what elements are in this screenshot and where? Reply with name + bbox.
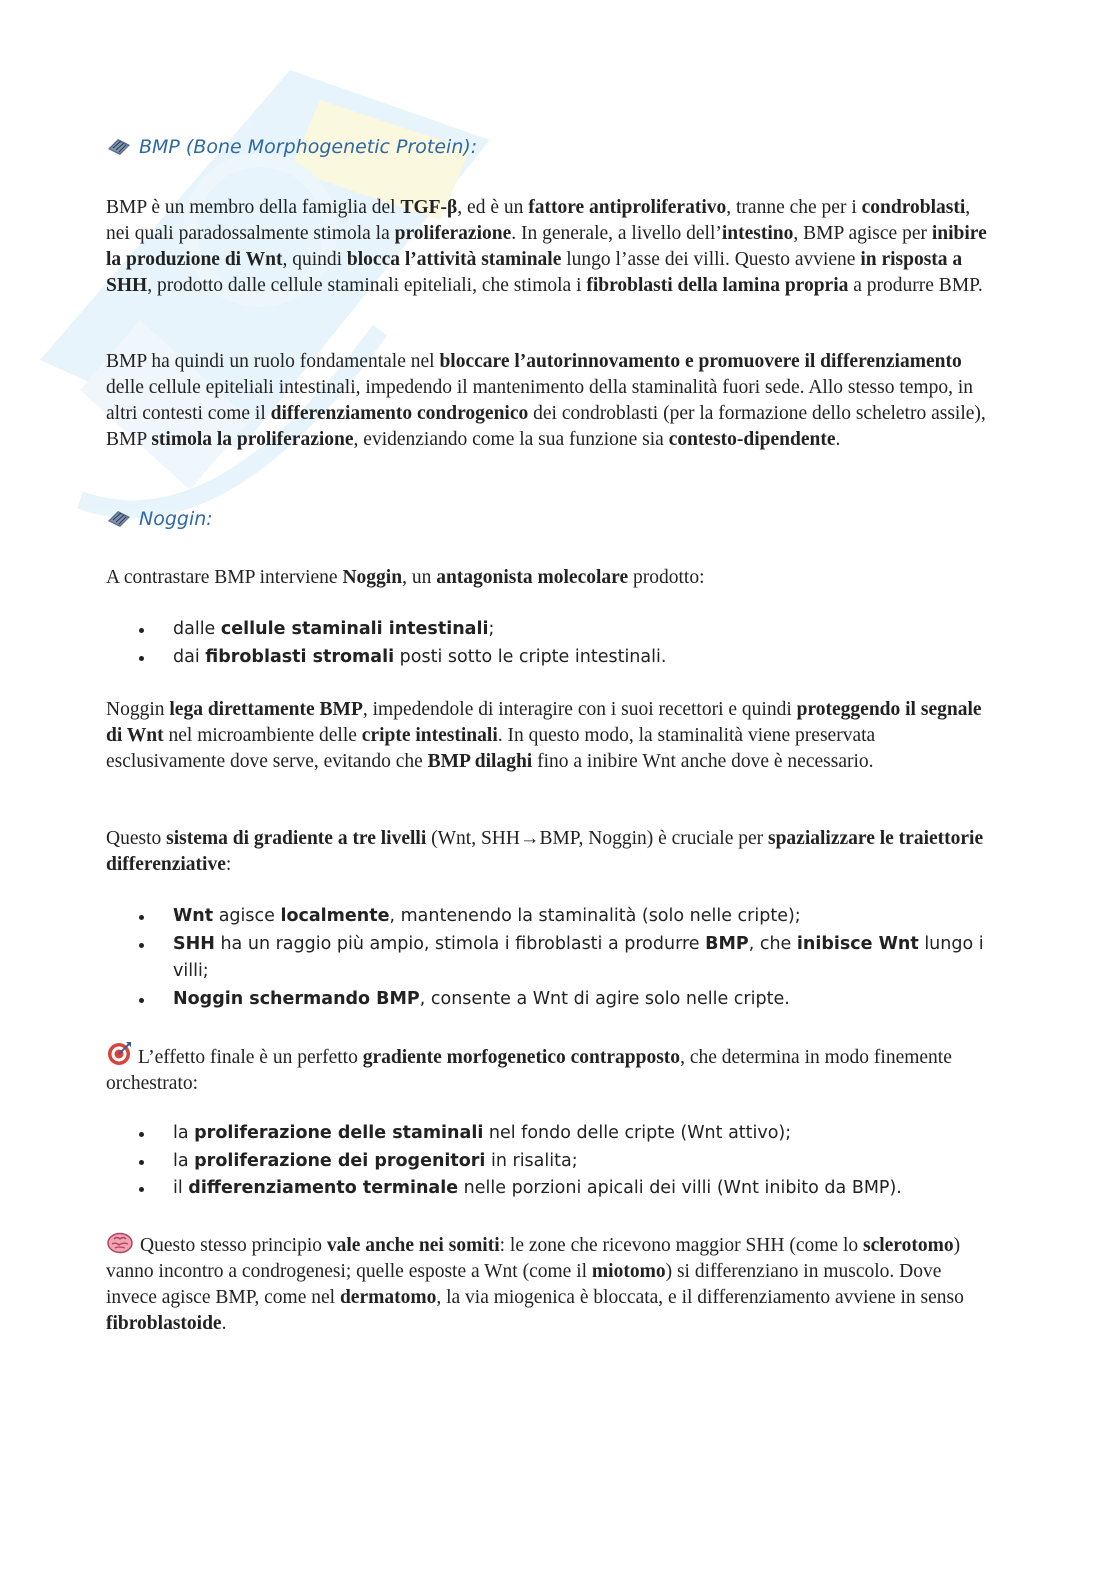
text-run: , la via miogenica è bloccata, e il differenziamento avviene in senso [436, 1287, 964, 1308]
text-run: dei condroblasti (per la formazione dello scheletro assile), BMP [106, 403, 986, 450]
noggin-paragraph-4 [106, 1041, 996, 1097]
text-run: , impedendole di interagire con i suoi recettori e quindi [362, 699, 797, 720]
noggin-paragraph-5-text [106, 1235, 964, 1334]
text-run: dalle [173, 619, 221, 639]
text-run: . In questo modo, la staminalità viene preservata esclusivamente dove serve, evitando che [106, 725, 876, 772]
bold-term: fibroblasti della lamina propria [586, 275, 849, 296]
text-run: , ed è un [457, 197, 529, 218]
text-run: la [173, 1150, 195, 1171]
bold-term: spazializzare le traiettorie differenziative [106, 828, 984, 875]
bold-term: fattore antiproliferativo [528, 197, 727, 218]
noggin-paragraph-3 [106, 826, 996, 878]
text-run: , un [402, 567, 437, 588]
bold-term: inibisce Wnt [796, 933, 919, 954]
list-item [136, 903, 996, 931]
outcome-list [136, 1120, 996, 1203]
text-run: . In generale, a livello dell’ [511, 223, 722, 244]
bmp-paragraph-2 [106, 349, 996, 453]
text-run: nel microambiente delle [163, 725, 362, 746]
text-run: il [173, 1178, 189, 1198]
text-run: , prodotto dalle cellule staminali epiteliali, che stimola i [147, 275, 587, 296]
noggin-paragraph-2 [106, 697, 996, 775]
text-run: Noggin [106, 699, 170, 720]
text-run: in risalita; [485, 1150, 578, 1171]
bold-term: sclerotomo [862, 1235, 954, 1256]
gradient-list [136, 903, 996, 1013]
bold-term: differenziamento condrogenico [270, 403, 529, 424]
list-item [136, 616, 996, 644]
notebook-icon [106, 137, 132, 157]
text-run: , che determina in modo finemente orchestrato: [106, 1047, 952, 1094]
text-run: agisce [213, 906, 281, 926]
text-run: nel fondo delle cripte (Wnt attivo); [483, 1123, 792, 1143]
text-run: A contrastare BMP interviene [106, 567, 343, 588]
bold-term: gradiente morfogenetico contrapposto [362, 1047, 681, 1068]
bold-term: Noggin [342, 567, 403, 588]
text-run: ) si differenziano in muscolo. Dove invece agisce BMP, come nel [106, 1261, 942, 1308]
bold-term: cellule staminali intestinali [220, 619, 489, 639]
text-run: delle cellule epiteliali intestinali, impedendo il mantenimento della staminalità fuori sede. Allo stesso tempo, in altri contesti come il [106, 377, 973, 424]
notebook-icon [106, 509, 132, 529]
text-run: Questo [106, 828, 167, 849]
bold-term: blocca l’attività staminale [346, 249, 562, 270]
bold-term: Wnt [173, 906, 214, 926]
bold-term: lega direttamente BMP [169, 699, 363, 720]
text-run: , quindi [282, 249, 347, 270]
text-run: ha un raggio più ampio, stimola i fibroblasti a produrre [214, 933, 706, 954]
text-run: BMP è un membro della famiglia del [106, 197, 401, 218]
text-run: . [221, 1313, 227, 1334]
bold-term: fibroblastoide [106, 1313, 222, 1334]
text-run: L’effetto finale è un perfetto [138, 1047, 363, 1068]
bold-term: BMP [705, 933, 749, 954]
bold-term: condroblasti [861, 197, 966, 218]
bmp-paragraph-1 [106, 195, 996, 299]
bold-term: BMP dilaghi [427, 751, 533, 772]
list-item [136, 1120, 996, 1148]
text-run: , mantenendo la staminalità (solo nelle cripte); [389, 906, 801, 926]
text-run: ; [488, 619, 495, 639]
bold-term: SHH [173, 933, 215, 954]
noggin-paragraph-4-text [106, 1047, 952, 1094]
text-run: nelle porzioni apicali dei villi (Wnt inibito da BMP). [458, 1178, 902, 1198]
noggin-heading-text: Noggin: [139, 508, 213, 530]
text-run: la [173, 1123, 195, 1143]
bold-term: cripte intestinali [361, 725, 498, 746]
text-run: , evidenziando come la sua funzione sia [353, 429, 669, 450]
brain-icon [106, 1231, 134, 1255]
bold-term: sistema di gradiente a tre livelli [166, 828, 427, 849]
text-run: posti sotto le cripte intestinali. [394, 646, 667, 667]
list-item [136, 931, 996, 986]
text-run: , nei quali paradossalmente stimola la [106, 197, 971, 244]
noggin-paragraph-1 [106, 565, 996, 591]
text-run: fino a inibire Wnt anche dove è necessario. [532, 751, 874, 772]
bold-term: differenziamento terminale [188, 1178, 459, 1198]
direct-hit-icon [106, 1041, 132, 1067]
text-run: dai [173, 646, 206, 667]
bold-term: proliferazione delle staminali [194, 1123, 484, 1143]
bold-term: fibroblasti stromali [205, 646, 395, 667]
bold-term: proliferazione [394, 223, 512, 244]
bold-term: dermatomo [339, 1287, 437, 1308]
bold-term: inibire la produzione di Wnt [106, 223, 987, 270]
bmp-heading-text: BMP (Bone Morphogenetic Protein): [139, 136, 478, 158]
text-run: , che [748, 933, 797, 954]
bold-term: contesto-dipendente [668, 429, 836, 450]
bold-term: TGF-β [400, 197, 458, 218]
noggin-heading [106, 508, 213, 530]
bmp-heading [106, 136, 477, 158]
list-item [136, 1148, 996, 1176]
list-item [136, 986, 996, 1014]
text-run: lungo i villi; [173, 933, 984, 981]
text-run: : le zone che ricevono maggior SHH (come lo [499, 1235, 863, 1256]
bold-term: Noggin schermando BMP [173, 988, 420, 1009]
text-run: prodotto: [628, 567, 705, 588]
text-run: BMP ha quindi un ruolo fondamentale nel [106, 351, 440, 372]
noggin-source-list [136, 616, 996, 671]
text-run: , tranne che per i [726, 197, 862, 218]
bold-term: bloccare l’autorinnovamento e promuovere il differenziamento [439, 351, 962, 372]
text-run: . [835, 429, 841, 450]
text-run: a produrre BMP. [848, 275, 983, 296]
bold-term: intestino [721, 223, 794, 244]
bold-term: stimola la proliferazione [151, 429, 354, 450]
text-run: lungo l’asse dei villi. Questo avviene [561, 249, 861, 270]
list-item [136, 644, 996, 672]
bold-term: vale anche nei somiti [326, 1235, 500, 1256]
bold-term: proliferazione dei progenitori [194, 1150, 486, 1171]
text-run: ) vanno incontro a condrogenesi; quelle esposte a Wnt (come il [106, 1235, 961, 1282]
text-run: , BMP agisce per [793, 223, 932, 244]
bold-term: proteggendo il segnale di Wnt [106, 699, 982, 746]
bold-term: miotomo [591, 1261, 666, 1282]
text-run: Questo stesso principio [140, 1235, 327, 1256]
noggin-paragraph-5 [106, 1231, 996, 1337]
text-run: (Wnt, SHH→BMP, Noggin) è cruciale per [426, 828, 768, 849]
text-run: : [225, 854, 232, 875]
bold-term: localmente [280, 906, 390, 926]
bold-term: in risposta a SHH [106, 249, 963, 296]
bold-term: antagonista molecolare [436, 567, 629, 588]
list-item [136, 1175, 996, 1203]
text-run: , consente a Wnt di agire solo nelle cripte. [419, 988, 790, 1009]
